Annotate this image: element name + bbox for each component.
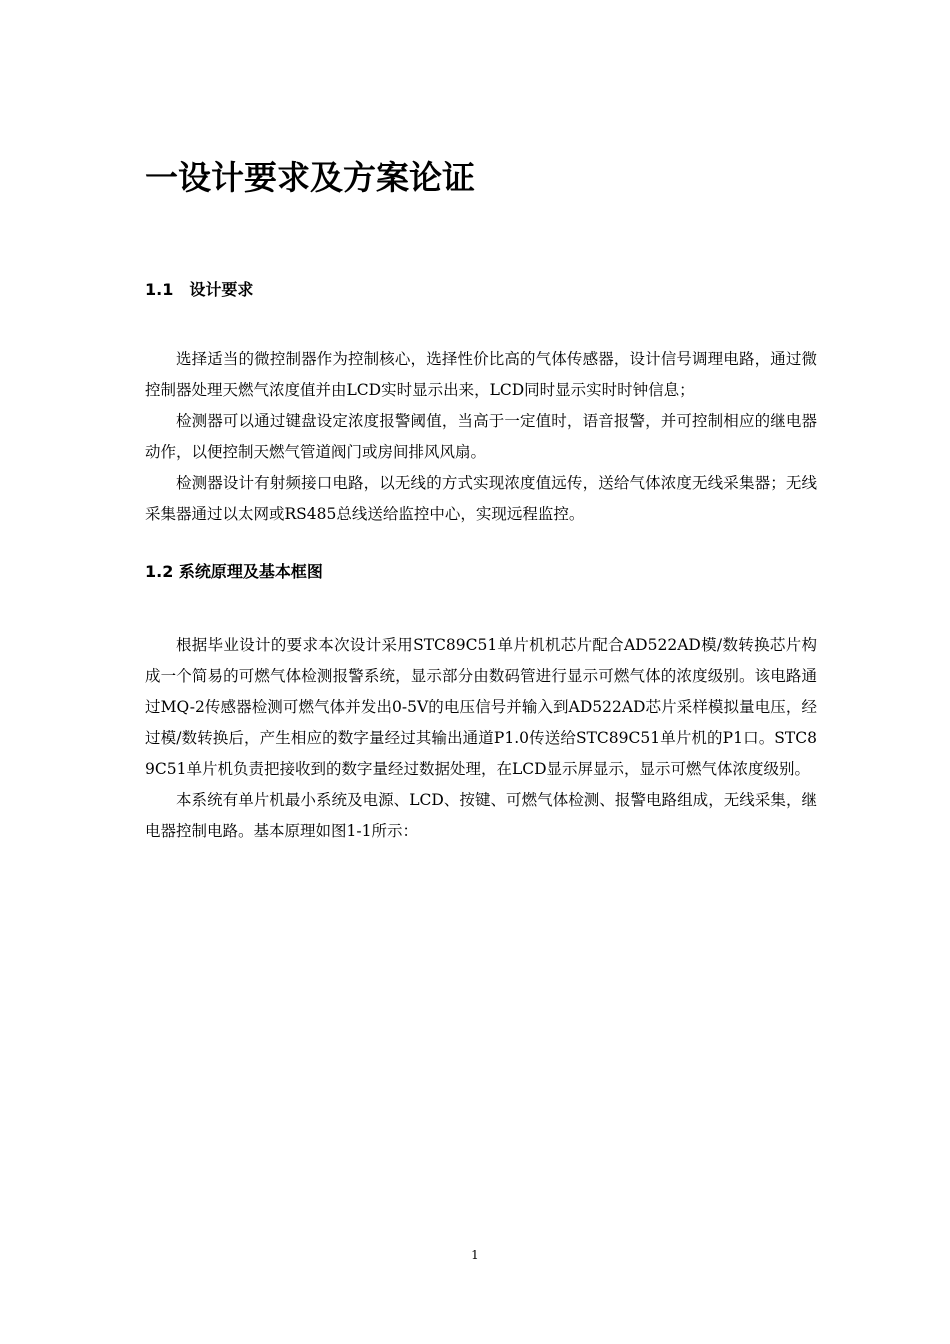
chapter-title: 一设计要求及方案论证 bbox=[145, 158, 475, 197]
page-content bbox=[145, 150, 817, 847]
paragraph: 根据毕业设计的要求本次设计采用STC89C51单片机机芯片配合AD522AD模/数转换芯片构成一个简易的可燃气体检测报警系统，显示部分由数码管进行显示可燃气体的浓度级别。该电路通过MQ-2传感器检测可燃气体并发出0-5V的电压信号并输入到AD522AD芯片采样模拟量电压，经过模/数转换后，产生相应的数字量经过其输出通道P1.0传送给STC89C51单片机的P1口。STC89C51单片机负责把接收到的数字量经过数据处理，在LCD显示屏显示，显示可燃气体浓度级别。 bbox=[145, 636, 817, 778]
paragraph: 检测器设计有射频接口电路，以无线的方式实现浓度值远传，送给气体浓度无线采集器；无线采集器通过以太网或RS485总线送给监控中心，实现远程监控。 bbox=[145, 474, 817, 523]
paragraph: 选择适当的微控制器作为控制核心，选择性价比高的气体传感器，设计信号调理电路，通过微控制器处理天燃气浓度值并由LCD实时显示出来，LCD同时显示实时时钟信息； bbox=[145, 350, 817, 399]
page-number: 1 bbox=[471, 1248, 479, 1262]
paragraph: 本系统有单片机最小系统及电源、LCD、按键、可燃气体检测、报警电路组成，无线采集，继电器控制电路。基本原理如图1-1所示： bbox=[145, 791, 817, 840]
section-title-system-principle: 1.2 系统原理及基本框图 bbox=[145, 562, 323, 581]
paragraph: 检测器可以通过键盘设定浓度报警阈值，当高于一定值时，语音报警，并可控制相应的继电器动作，以便控制天燃气管道阀门或房间排风风扇。 bbox=[145, 412, 817, 461]
section-title-design-requirements: 1.1 设计要求 bbox=[145, 280, 254, 299]
